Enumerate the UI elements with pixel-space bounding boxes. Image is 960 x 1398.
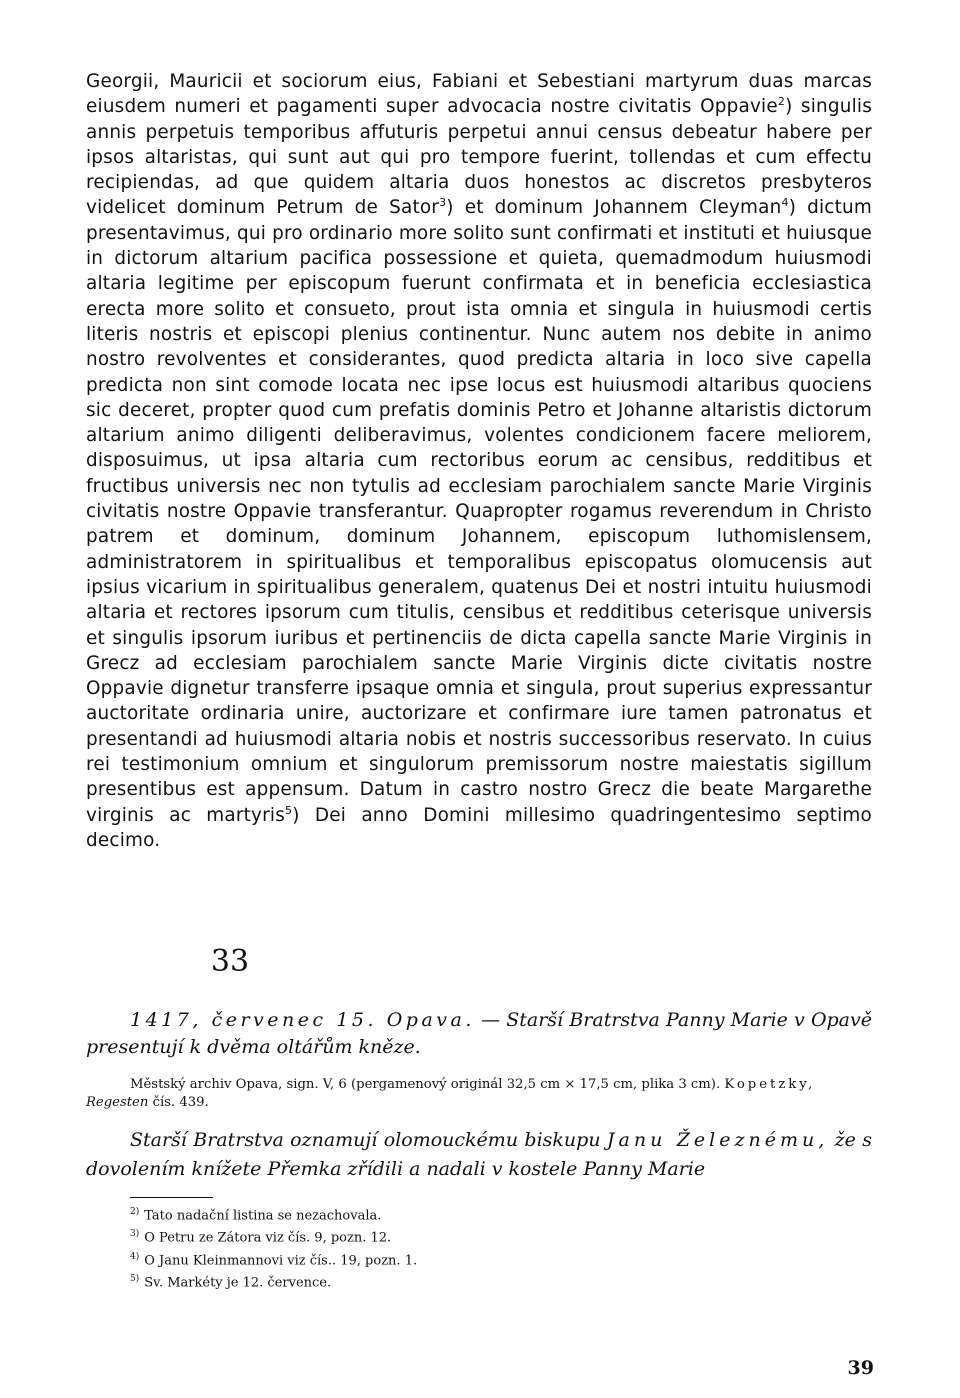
main-text-part-4: ) dictum presentavimus, qui pro ordinario more solito sunt confirmati et instituti et huiusque in dictorum altarium pacifica possessione et quieta, quemadmodum huiusmodi altaria legitime per episcopum fuerunt confirmata et in beneficia ecclesiastica erecta more solito et consueto, prout ista omnia et singula in huiusmodi certis literis nostris et episcopi plenius continentur. Nunc autem nos debite in animo nostro revolventes et considerantes, quod predicta altaria in loco sive capella predicta non sint comode locata nec ipse locus est huiusmodi altaribus quociens sic deceret, propter quod cum prefatis dominis Petro et Johanne altaristis dictorum altarium animo diligenti deliberavimus, volentes condicionem facere meliorem, disposuimus, ut ipsa altaria cum rectoribus eorum ac censibus, redditibus et fructibus universis nec non tytulis ad ecclesiam parochialem sancte Marie Virginis civitatis nostre Oppavie transferantur. Quapropter rogamus reverendum in Christo patrem et dominum, dominum Johannem, episcopum luthomislensem, administratorem in spiritualibus et temporalibus episcopatus olomucensis aut ipsius vicarium in spiritualibus generalem, quatenus Dei et nostri intuitu huiusmodi altaria et rectores ipsorum cum titulis, censibus et redditibus ceterisque universis et singulis ipsorum iuribus et pertinenciis de dicta capella sancte Marie Virginis in Grecz ad ecclesiam parochialem sancte Marie Virginis dicte civitatis nostre Oppavie dignetur transferre ipsaque omnia et singula, prout superius expressantur auctoritate ordinaria unire, auctorizare et confirmare iure tamen patronatus et presentandi ad huiusmodi altaria nobis et nostris successoribus reservato. In cuius rei testimonium omnium et singulorum premissorum nostre maiestatis sigillum presentibus est appensum. Datum in castro nostro Grecz die beate Margarethe virginis ac martyris	[86, 197, 873, 826]
main-text-part-2: ) singulis annis perpetuis temporibus affuturis perpetui annui census debeatur habere per ipsos altaristas, qui sunt aut qui pro tempore fuerint, tollendas et cum effectu recipiendas, ad que quidem altaria duos honestos ac discretos presbyteros videlicet dominum Petrum de Sator	[86, 96, 872, 219]
page-number: 39	[847, 1357, 874, 1379]
footnote-text: O Petru ze Zátora viz čís. 9, pozn. 12.	[144, 1230, 392, 1246]
abstract-text	[86, 1126, 872, 1184]
footnote-item	[130, 1248, 830, 1270]
footnote-ref-5: 5	[285, 803, 293, 817]
archive-work: Regesten	[86, 1095, 149, 1110]
footnote-number: 4)	[130, 1251, 140, 1262]
main-latin-text	[86, 69, 872, 853]
footnote-number: 3)	[130, 1229, 140, 1240]
footnote-number: 5)	[130, 1273, 140, 1284]
footnote-text: Tato nadační listina se nezachovala.	[144, 1208, 382, 1224]
main-text-part-3: ) et dominum Johannem Cleyman	[446, 197, 782, 219]
main-text-part-5: ) Dei anno Domini millesimo quadringentesimo septimo decimo.	[86, 804, 872, 851]
regest-dash: —	[474, 1009, 507, 1031]
regest-date-place: 1417, červenec 15. Opava.	[130, 1009, 475, 1031]
regest	[86, 1007, 872, 1061]
abstract-name: Janu Železnému,	[606, 1129, 829, 1151]
footnote-ref-4: 4	[781, 196, 789, 210]
footnote-ref-2: 2	[777, 95, 786, 109]
main-text-part-1: Georgii, Mauricii et sociorum eius, Fabiani et Sebestiani martyrum duas marcas eiusdem numeri et pagamenti super advocacia nostre civitatis Oppavie	[86, 71, 872, 118]
archive-source: Městský archiv Opava, sign. V, 6 (pergamenový originál 32,5 cm × 17,5 cm, plika 3 cm).	[130, 1077, 721, 1092]
abstract-after: že s dovolením knížete Přemka zřídili a nadali v kostele Panny Marie	[86, 1129, 872, 1180]
document-number: 33	[210, 944, 250, 979]
footnote-item	[130, 1203, 830, 1225]
footnote-divider	[130, 1197, 213, 1198]
archive-author: Kopetzky,	[724, 1077, 816, 1092]
footnote-ref-3: 3	[439, 196, 447, 210]
abstract-before: Starší Bratrstva oznamují olomouckému biskupu	[130, 1129, 607, 1151]
footnote-text: O Janu Kleinmannovi viz čís.. 19, pozn. 1.	[144, 1252, 418, 1268]
regest-summary: Starší Bratrstva Panny Marie v Opavě presentují k dvěma oltářům kněze.	[86, 1009, 872, 1058]
footnote-text: Sv. Markéty je 12. července.	[144, 1275, 332, 1291]
archive-ref: čís. 439.	[152, 1095, 209, 1110]
footnote-number: 2)	[130, 1207, 140, 1217]
footnotes-list	[130, 1203, 830, 1292]
footnote-item	[130, 1270, 830, 1292]
archive-note	[86, 1076, 872, 1112]
footnote-item	[130, 1225, 830, 1247]
